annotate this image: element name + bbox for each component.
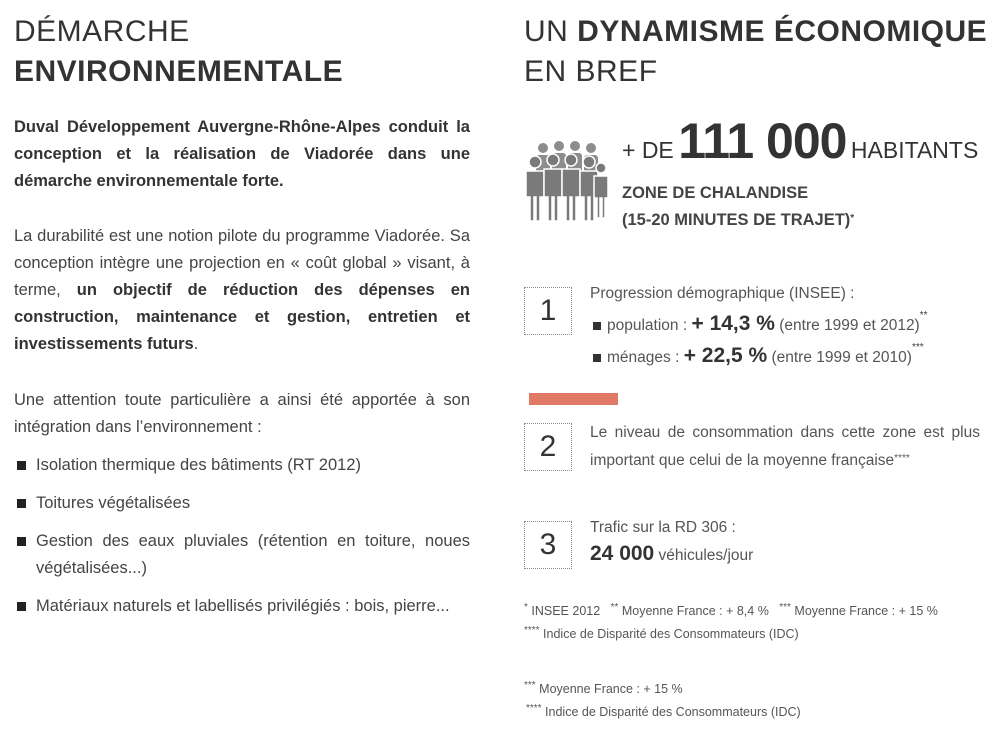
square-bullet-icon — [17, 537, 26, 546]
people-group-icon — [523, 138, 611, 224]
list-item: Isolation thermique des bâtiments (RT 2012) — [14, 452, 470, 479]
intro-paragraph: Duval Développement Auvergne-Rhône-Alpes conduit la conception et la réalisation de Viadorée dans une démarche environnementale forte. — [14, 118, 470, 190]
inhabitants-line — [622, 112, 978, 170]
integration-paragraph: Une attention toute particulière a ainsi été apportée à son intégration dans l’environnement : — [14, 391, 470, 436]
footnotes-line2: **** Indice de Disparité des Consommateurs (IDC) — [524, 625, 799, 641]
list-item: Toitures végétalisées — [14, 490, 470, 517]
square-bullet-icon — [17, 602, 26, 611]
households-line: ménages : + 22,5 % (entre 1999 et 2010)*** — [593, 344, 924, 368]
number-box-3: 3 — [524, 521, 572, 569]
consumption-text: Le niveau de consommation dans cette zone est plus important que celui de la moyenne française**** — [590, 424, 980, 469]
right-title-line2: EN BREF — [524, 55, 658, 88]
square-bullet-icon — [593, 354, 601, 362]
right-title-line1: UN DYNAMISME ÉCONOMIQUE — [524, 15, 988, 48]
durability-bold: un objectif de réduction des dépenses en construction, maintenance et gestion, entretien et investissements futurs — [14, 281, 470, 353]
left-title-line2: ENVIRONNEMENTALE — [14, 55, 344, 88]
environment-list — [14, 452, 470, 631]
list-item: Gestion des eaux pluviales (rétention en toiture, noues végétalisées...) — [14, 528, 470, 582]
number-box-1: 1 — [524, 287, 572, 335]
left-title-line1: DÉMARCHE — [14, 15, 190, 48]
footnotes-line4: **** Indice de Disparité des Consommateurs (IDC) — [526, 703, 801, 719]
traffic-heading: Trafic sur la RD 306 : — [590, 519, 736, 536]
footnotes-line3: *** Moyenne France : + 15 % — [524, 680, 683, 696]
footnotes-line1: * INSEE 2012 ** Moyenne France : + 8,4 % *** Moyenne France : + 15 % — [524, 602, 938, 618]
zone-text: ZONE DE CHALANDISE (15-20 MINUTES DE TRAJET)* — [622, 184, 855, 229]
inhabitants-suffix: HABITANTS — [850, 137, 979, 163]
population-line: population : + 14,3 % (entre 1999 et 2012)** — [593, 312, 928, 336]
square-bullet-icon — [593, 322, 601, 330]
demographic-heading: Progression démographique (INSEE) : — [590, 285, 855, 302]
inhabitants-number: 111 000 — [678, 113, 847, 169]
durability-paragraph — [14, 223, 470, 358]
square-bullet-icon — [17, 499, 26, 508]
traffic-line: 24 000 véhicules/jour — [590, 542, 754, 565]
accent-bar — [529, 393, 618, 405]
number-box-2: 2 — [524, 423, 572, 471]
list-item: Matériaux naturels et labellisés privilégiés : bois, pierre... — [14, 593, 470, 620]
inhabitants-prefix: + DE — [622, 137, 674, 163]
durability-end: . — [193, 335, 199, 353]
durability-text: La durabilité est une notion pilote du programme Viadorée. Sa conception intègre une projection en « coût global » visant, à terme, — [14, 227, 470, 299]
square-bullet-icon — [17, 461, 26, 470]
